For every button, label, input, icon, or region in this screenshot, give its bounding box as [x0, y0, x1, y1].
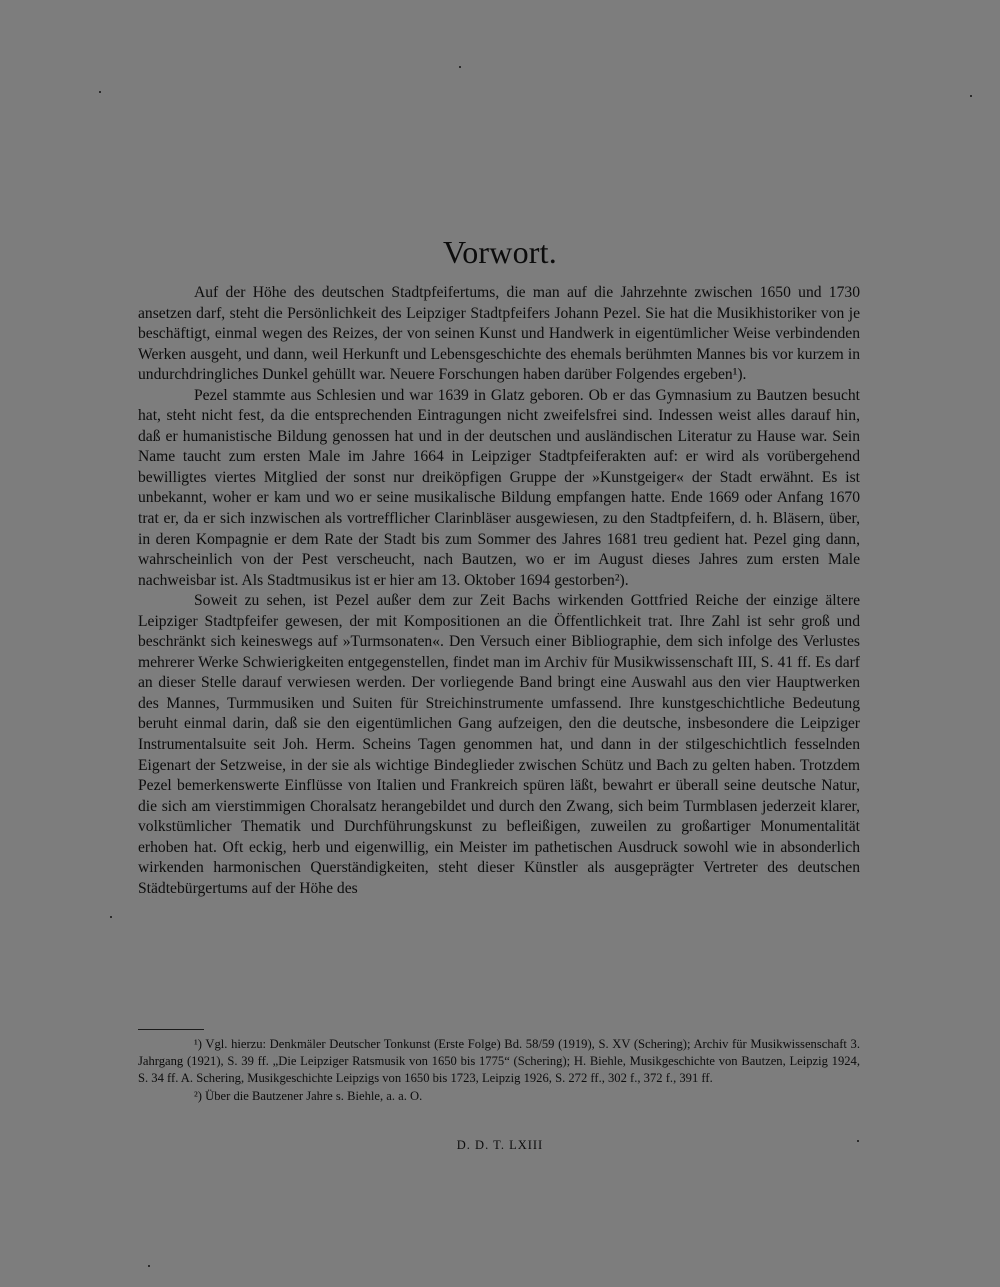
dust-speck: [99, 91, 101, 93]
paragraph: Soweit zu sehen, ist Pezel außer dem zur Zeit Bachs wirkenden Gottfried Reiche der einzige ältere Leipziger Stadtpfeifer gewesen, der mit Kompositionen an die Öffentlichkeit trat. Ihre Zahl ist sehr groß und beschränkt sich keineswegs auf »Turmsonaten«. Den Versuch einer Bibliographie, dem sich infolge des Verlustes mehrerer Werke Schwierigkeiten entgegenstellen, findet man im Archiv für Musikwissenschaft III, S. 41 ff. Es darf an dieser Stelle darauf verwiesen werden. Der vorliegende Band bringt eine Auswahl aus den vier Hauptwerken des Mannes, Turmmusiken und Suiten für Streichinstrumente umfassend. Ihre kunstgeschichtliche Bedeutung beruht einmal darin, daß sie den eigentümlichen Gang aufzeigen, den die deutsche, insbesondere die Leipziger Instrumentalsuite seit Joh. Herm. Scheins Tagen genommen hat, und dann in der stilgeschichtlich fesselnden Eigenart der Setzweise, in der sie als wichtige Bindeglieder zwischen Schütz und Bach zu gelten haben. Trotzdem Pezel bemerkenswerte Einflüsse von Italien und Frankreich spüren läßt, bewahrt er überall seine deutsche Natur, die sich am vierstimmigen Choralsatz herangebildet und durch den Zwang, sich beim Turmblasen jederzeit klarer, volkstümlicher Thematik und Durchführungskunst zu befleißigen, zuweilen zu großartiger Monumentalität erhoben hat. Oft eckig, herb und eigenwillig, ein Meister im pathetischen Ausdruck sowohl wie in absonderlich wirkenden harmonischen Querständigkeiten, steht dieser Künstler als ausgeprägter Vertreter des deutschen Städtebürgertums auf der Höhe des: [138, 592, 860, 897]
footnote-mark: ¹): [194, 1037, 202, 1051]
footnote-text: Vgl. hierzu: Denkmäler Deutscher Tonkunst (Erste Folge) Bd. 58/59 (1919), S. XV (Schering); Archiv für Musikwissenschaft 3. Jahrgang (1921), S. 39 ff. „Die Leipziger Ratsmusik von 1650 bis 1775“ (Schering); H. Biehle, Musikgeschichte von Bautzen, Leipzig 1924, S. 34 ff. A. Schering, Musikgeschichte Leipzigs von 1650 bis 1723, Leipzig 1926, S. 272 ff., 302 f., 372 f., 391 ff.: [138, 1037, 860, 1086]
paragraph: Pezel stammte aus Schlesien und war 1639 in Glatz geboren. Ob er das Gymnasium zu Bautzen besucht hat, steht nicht fest, da die entsprechenden Eintragungen nicht zweifelsfrei sind. Indessen weist alles darauf hin, daß er humanistische Bildung genossen hat und in der deutschen und ausländischen Literatur zu Hause war. Sein Name taucht zum ersten Male im Jahre 1664 in Leipziger Stadtpfeiferakten auf: er wird als vorübergehend bewilligtes viertes Mitglied der sonst nur dreiköpfigen Gruppe der »Kunstgeiger« der Stadt erwähnt. Es ist unbekannt, woher er kam und wo er seine musikalische Bildung empfangen hatte. Ende 1669 oder Anfang 1670 trat er, da er sich inzwischen als vortrefflicher Clarinbläser ausgewiesen, zu den Stadtpfeifern, d. h. Bläsern, über, in deren Kompagnie er dem Rate der Stadt bis zum Sommer des Jahres 1681 treu gedient hat. Pezel ging dann, wahrscheinlich von der Pest verscheucht, nach Bautzen, wo er im August dieses Jahres zum ersten Male nachweisbar ist. Als Stadtmusikus ist er hier am 13. Oktober 1694 gestorben²).: [138, 386, 860, 589]
dust-speck: [459, 66, 461, 68]
preface-body: [138, 283, 860, 899]
footnote: [138, 1088, 860, 1105]
signature-mark: D. D. T. LXIII: [456, 1138, 544, 1152]
dust-speck: [148, 1265, 150, 1267]
dust-speck: [970, 95, 972, 97]
paragraph: Auf der Höhe des deutschen Stadtpfeifertums, die man auf die Jahrzehnte zwischen 1650 und 1730 ansetzen darf, steht die Persönlichkeit des Leipziger Stadtpfeifers Johann Pezel. Sie hat die Musikhistoriker von je beschäftigt, einmal wegen des Reizes, der von seinen Kunst und Handwerk in eigentümlicher Weise verbindenden Werken ausgeht, und dann, weil Herkunft und Lebensgeschichte des ehemals berühmten Mannes bis vor kurzem in undurchdringliches Dunkel gehüllt war. Neuere Forschungen haben darüber Folgendes ergeben¹).: [138, 284, 860, 384]
footnote: [138, 1036, 860, 1088]
footnotes: [138, 1036, 860, 1105]
dust-speck: [110, 916, 112, 918]
page-title: Vorwort.: [443, 234, 557, 270]
footnote-text: Über die Bautzener Jahre s. Biehle, a. a. O.: [205, 1088, 423, 1103]
footnote-mark: ²): [194, 1088, 202, 1103]
dust-speck: [857, 1140, 859, 1142]
footnote-divider: [138, 1029, 204, 1030]
